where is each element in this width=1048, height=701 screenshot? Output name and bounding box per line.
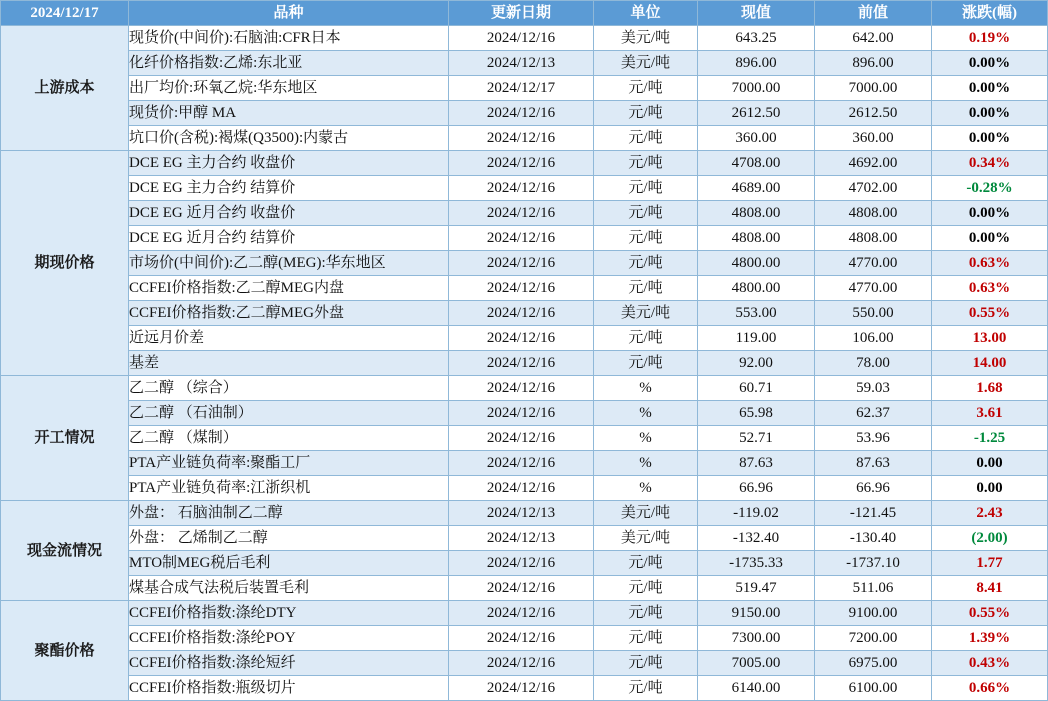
row-unit: %	[594, 476, 698, 501]
row-change-value: 0.00	[932, 451, 1048, 476]
row-unit: 元/吨	[594, 76, 698, 101]
row-name: PTA产业链负荷率:江浙织机	[129, 476, 449, 501]
row-change-value: 0.55%	[932, 301, 1048, 326]
row-unit: 元/吨	[594, 101, 698, 126]
row-previous-value: 6100.00	[815, 676, 932, 701]
row-unit: 美元/吨	[594, 301, 698, 326]
header-col-updated: 更新日期	[449, 1, 594, 26]
row-current-value: 4808.00	[698, 201, 815, 226]
row-date: 2024/12/16	[449, 601, 594, 626]
row-date: 2024/12/16	[449, 626, 594, 651]
table-row	[1, 276, 1048, 301]
row-previous-value: 53.96	[815, 426, 932, 451]
row-previous-value: 4692.00	[815, 151, 932, 176]
row-change-value: 0.63%	[932, 276, 1048, 301]
row-change-value: 0.00%	[932, 101, 1048, 126]
row-name: CCFEI价格指数:瓶级切片	[129, 676, 449, 701]
row-change-value: 0.19%	[932, 26, 1048, 51]
row-previous-value: 896.00	[815, 51, 932, 76]
row-name: 现货价(中间价):石脑油:CFR日本	[129, 26, 449, 51]
header-col-change: 涨跌(幅)	[932, 1, 1048, 26]
row-current-value: 896.00	[698, 51, 815, 76]
table-row	[1, 251, 1048, 276]
row-unit: %	[594, 451, 698, 476]
row-current-value: 6140.00	[698, 676, 815, 701]
row-date: 2024/12/16	[449, 301, 594, 326]
row-unit: %	[594, 376, 698, 401]
row-name: 乙二醇 （石油制）	[129, 401, 449, 426]
row-name: 出厂均价:环氧乙烷:华东地区	[129, 76, 449, 101]
row-name: 现货价:甲醇 MA	[129, 101, 449, 126]
row-unit: 元/吨	[594, 551, 698, 576]
row-date: 2024/12/16	[449, 26, 594, 51]
row-name: 坑口价(含税):褐煤(Q3500):内蒙古	[129, 126, 449, 151]
table-row	[1, 676, 1048, 701]
row-unit: 美元/吨	[594, 51, 698, 76]
row-previous-value: 66.96	[815, 476, 932, 501]
row-current-value: 119.00	[698, 326, 815, 351]
table-row	[1, 51, 1048, 76]
group-label-0: 上游成本	[1, 26, 129, 151]
row-change-value: 0.00%	[932, 201, 1048, 226]
table-row	[1, 501, 1048, 526]
row-current-value: -119.02	[698, 501, 815, 526]
row-previous-value: 4808.00	[815, 226, 932, 251]
row-date: 2024/12/16	[449, 676, 594, 701]
table-row	[1, 451, 1048, 476]
row-date: 2024/12/16	[449, 126, 594, 151]
row-previous-value: -1737.10	[815, 551, 932, 576]
row-name: 乙二醇 （煤制）	[129, 426, 449, 451]
table-row	[1, 476, 1048, 501]
group-label-1: 期现价格	[1, 151, 129, 376]
table-header	[1, 1, 1048, 26]
row-previous-value: 87.63	[815, 451, 932, 476]
row-name: 基差	[129, 351, 449, 376]
table-body	[1, 26, 1048, 701]
row-unit: 元/吨	[594, 126, 698, 151]
row-previous-value: 6975.00	[815, 651, 932, 676]
table-row	[1, 351, 1048, 376]
row-current-value: 66.96	[698, 476, 815, 501]
row-current-value: -1735.33	[698, 551, 815, 576]
row-current-value: 4689.00	[698, 176, 815, 201]
row-previous-value: 511.06	[815, 576, 932, 601]
row-date: 2024/12/16	[449, 326, 594, 351]
row-previous-value: 550.00	[815, 301, 932, 326]
table-row	[1, 426, 1048, 451]
row-change-value: 3.61	[932, 401, 1048, 426]
group-label-2: 开工情况	[1, 376, 129, 501]
row-previous-value: 4770.00	[815, 251, 932, 276]
row-change-value: 0.55%	[932, 601, 1048, 626]
row-date: 2024/12/16	[449, 551, 594, 576]
row-name: 乙二醇 （综合）	[129, 376, 449, 401]
group-label-3: 现金流情况	[1, 501, 129, 601]
row-date: 2024/12/16	[449, 351, 594, 376]
table-row	[1, 76, 1048, 101]
row-unit: 元/吨	[594, 151, 698, 176]
row-current-value: 553.00	[698, 301, 815, 326]
row-date: 2024/12/16	[449, 576, 594, 601]
row-date: 2024/12/16	[449, 226, 594, 251]
row-previous-value: 360.00	[815, 126, 932, 151]
table-row	[1, 551, 1048, 576]
row-unit: 元/吨	[594, 626, 698, 651]
row-change-value: 1.39%	[932, 626, 1048, 651]
table-row	[1, 176, 1048, 201]
group-label-4: 聚酯价格	[1, 601, 129, 701]
row-unit: 元/吨	[594, 326, 698, 351]
row-unit: 元/吨	[594, 176, 698, 201]
row-name: DCE EG 主力合约 结算价	[129, 176, 449, 201]
row-date: 2024/12/13	[449, 526, 594, 551]
header-date-label: 2024/12/17	[1, 1, 129, 26]
header-col-previous: 前值	[815, 1, 932, 26]
row-name: 市场价(中间价):乙二醇(MEG):华东地区	[129, 251, 449, 276]
row-current-value: 7000.00	[698, 76, 815, 101]
row-unit: 美元/吨	[594, 501, 698, 526]
row-name: DCE EG 主力合约 收盘价	[129, 151, 449, 176]
row-current-value: 87.63	[698, 451, 815, 476]
row-previous-value: 2612.50	[815, 101, 932, 126]
row-current-value: 2612.50	[698, 101, 815, 126]
row-unit: 元/吨	[594, 351, 698, 376]
row-unit: %	[594, 401, 698, 426]
table-row	[1, 526, 1048, 551]
row-name: 化纤价格指数:乙烯:东北亚	[129, 51, 449, 76]
row-previous-value: 642.00	[815, 26, 932, 51]
row-date: 2024/12/16	[449, 151, 594, 176]
row-change-value: 0.66%	[932, 676, 1048, 701]
row-current-value: 4800.00	[698, 251, 815, 276]
row-previous-value: -130.40	[815, 526, 932, 551]
table-row	[1, 101, 1048, 126]
row-unit: 元/吨	[594, 576, 698, 601]
row-change-value: (2.00)	[932, 526, 1048, 551]
table-row	[1, 201, 1048, 226]
row-date: 2024/12/16	[449, 426, 594, 451]
row-previous-value: 59.03	[815, 376, 932, 401]
row-current-value: -132.40	[698, 526, 815, 551]
row-previous-value: 78.00	[815, 351, 932, 376]
row-date: 2024/12/16	[449, 476, 594, 501]
row-change-value: 1.77	[932, 551, 1048, 576]
row-current-value: 4708.00	[698, 151, 815, 176]
row-date: 2024/12/16	[449, 201, 594, 226]
row-current-value: 519.47	[698, 576, 815, 601]
row-current-value: 4800.00	[698, 276, 815, 301]
row-date: 2024/12/16	[449, 451, 594, 476]
table-row	[1, 151, 1048, 176]
row-unit: 元/吨	[594, 676, 698, 701]
row-previous-value: -121.45	[815, 501, 932, 526]
table-row	[1, 576, 1048, 601]
row-change-value: 0.00%	[932, 51, 1048, 76]
table-row	[1, 226, 1048, 251]
row-name: MTO制MEG税后毛利	[129, 551, 449, 576]
row-name: CCFEI价格指数:涤纶POY	[129, 626, 449, 651]
row-date: 2024/12/13	[449, 51, 594, 76]
row-change-value: 0.43%	[932, 651, 1048, 676]
row-date: 2024/12/16	[449, 176, 594, 201]
row-change-value: -0.28%	[932, 176, 1048, 201]
row-unit: 元/吨	[594, 201, 698, 226]
row-change-value: 0.63%	[932, 251, 1048, 276]
row-change-value: 0.34%	[932, 151, 1048, 176]
row-previous-value: 106.00	[815, 326, 932, 351]
row-name: PTA产业链负荷率:聚酯工厂	[129, 451, 449, 476]
row-change-value: 8.41	[932, 576, 1048, 601]
row-current-value: 4808.00	[698, 226, 815, 251]
row-previous-value: 62.37	[815, 401, 932, 426]
table-row	[1, 126, 1048, 151]
row-date: 2024/12/13	[449, 501, 594, 526]
table-row	[1, 376, 1048, 401]
row-change-value: 0.00%	[932, 76, 1048, 101]
row-current-value: 7300.00	[698, 626, 815, 651]
row-date: 2024/12/16	[449, 651, 594, 676]
table-row	[1, 651, 1048, 676]
row-date: 2024/12/16	[449, 376, 594, 401]
row-change-value: 14.00	[932, 351, 1048, 376]
row-change-value: 1.68	[932, 376, 1048, 401]
row-name: 外盘： 石脑油制乙二醇	[129, 501, 449, 526]
row-current-value: 52.71	[698, 426, 815, 451]
row-name: CCFEI价格指数:涤纶DTY	[129, 601, 449, 626]
row-name: CCFEI价格指数:乙二醇MEG内盘	[129, 276, 449, 301]
row-name: CCFEI价格指数:涤纶短纤	[129, 651, 449, 676]
row-current-value: 60.71	[698, 376, 815, 401]
row-current-value: 643.25	[698, 26, 815, 51]
row-date: 2024/12/16	[449, 276, 594, 301]
table-row	[1, 301, 1048, 326]
row-change-value: 13.00	[932, 326, 1048, 351]
row-name: 外盘： 乙烯制乙二醇	[129, 526, 449, 551]
header-col-name: 品种	[129, 1, 449, 26]
row-date: 2024/12/16	[449, 251, 594, 276]
row-current-value: 9150.00	[698, 601, 815, 626]
row-previous-value: 4808.00	[815, 201, 932, 226]
table-row	[1, 26, 1048, 51]
row-change-value: -1.25	[932, 426, 1048, 451]
row-current-value: 360.00	[698, 126, 815, 151]
row-previous-value: 9100.00	[815, 601, 932, 626]
row-unit: 美元/吨	[594, 26, 698, 51]
row-date: 2024/12/16	[449, 101, 594, 126]
row-current-value: 7005.00	[698, 651, 815, 676]
row-unit: 元/吨	[594, 226, 698, 251]
row-current-value: 65.98	[698, 401, 815, 426]
row-previous-value: 7200.00	[815, 626, 932, 651]
header-col-current: 现值	[698, 1, 815, 26]
row-name: 近远月价差	[129, 326, 449, 351]
table-row	[1, 326, 1048, 351]
row-change-value: 0.00%	[932, 126, 1048, 151]
row-previous-value: 7000.00	[815, 76, 932, 101]
table-row	[1, 626, 1048, 651]
row-name: CCFEI价格指数:乙二醇MEG外盘	[129, 301, 449, 326]
table-row	[1, 401, 1048, 426]
row-unit: 元/吨	[594, 251, 698, 276]
row-change-value: 2.43	[932, 501, 1048, 526]
row-date: 2024/12/16	[449, 401, 594, 426]
row-unit: 美元/吨	[594, 526, 698, 551]
header-col-unit: 单位	[594, 1, 698, 26]
header-row	[1, 1, 1048, 26]
row-unit: 元/吨	[594, 276, 698, 301]
row-change-value: 0.00%	[932, 226, 1048, 251]
row-current-value: 92.00	[698, 351, 815, 376]
row-name: DCE EG 近月合约 收盘价	[129, 201, 449, 226]
row-date: 2024/12/17	[449, 76, 594, 101]
row-unit: 元/吨	[594, 601, 698, 626]
row-name: DCE EG 近月合约 结算价	[129, 226, 449, 251]
table-row	[1, 601, 1048, 626]
row-name: 煤基合成气法税后装置毛利	[129, 576, 449, 601]
row-unit: 元/吨	[594, 651, 698, 676]
row-previous-value: 4702.00	[815, 176, 932, 201]
row-change-value: 0.00	[932, 476, 1048, 501]
row-unit: %	[594, 426, 698, 451]
row-previous-value: 4770.00	[815, 276, 932, 301]
